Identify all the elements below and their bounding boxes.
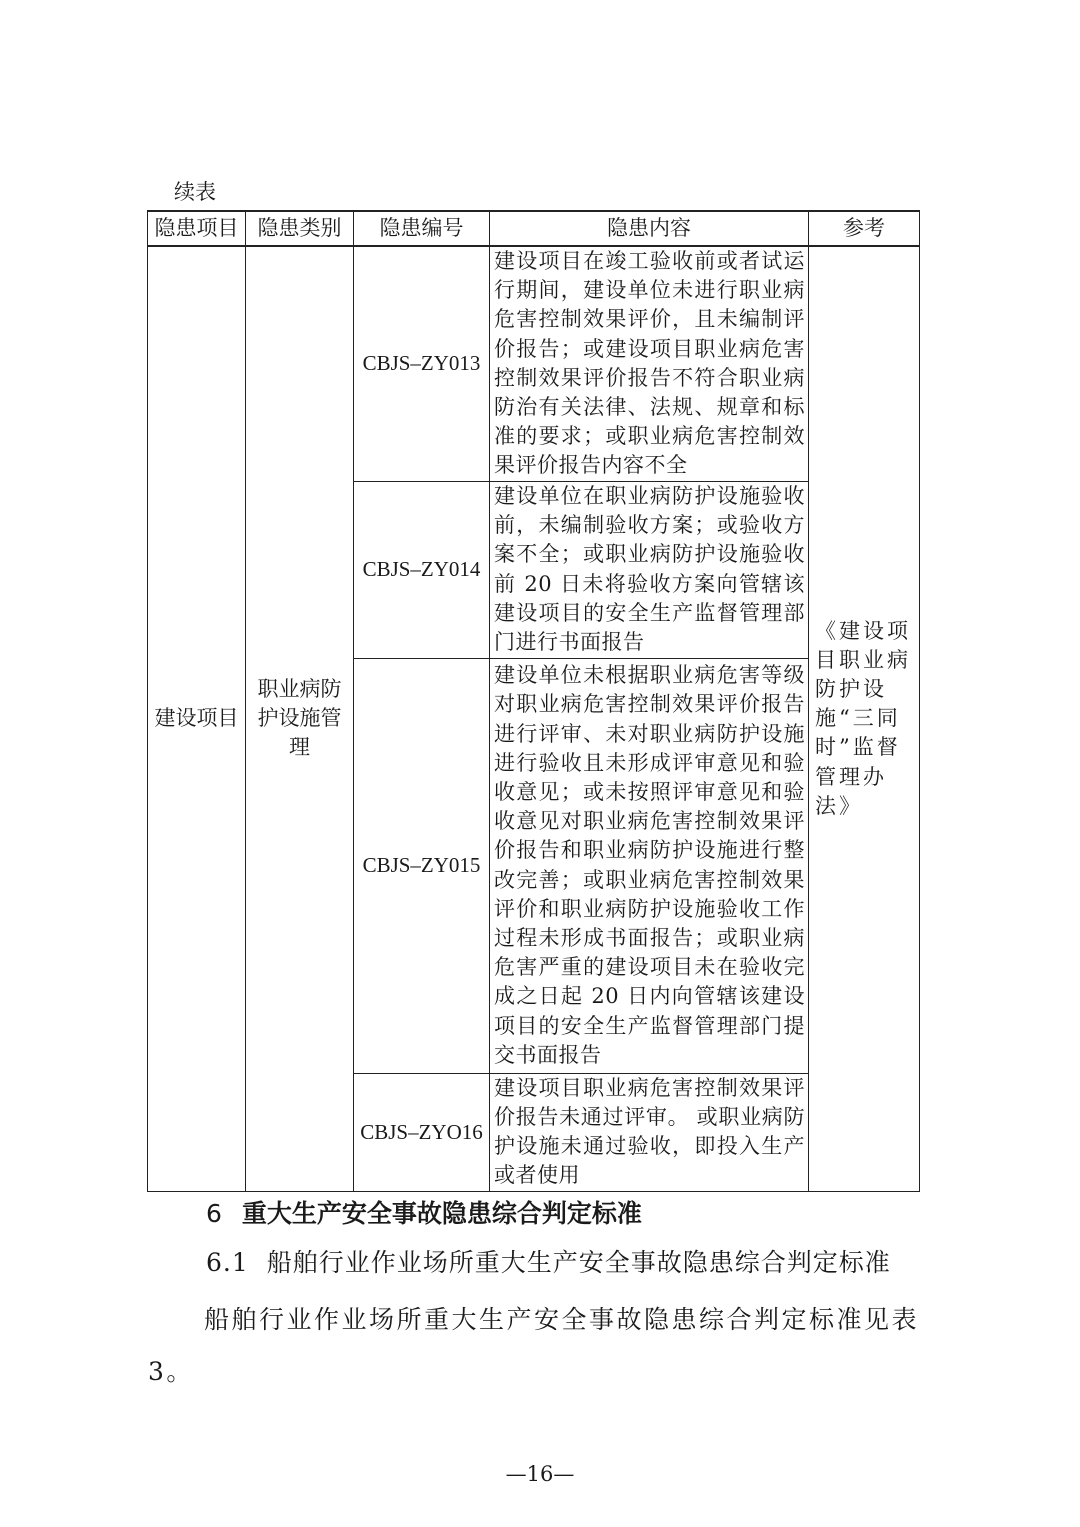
continued-table-label: 续表 — [174, 180, 216, 204]
hazard-content-cell: 建设单位未根据职业病危害等级对职业病危害控制效果评价报告进行评审、未对职业病防护设施进行验收且未形成评审意见和验收意见；或未按照评审意见和验收意见对职业病危害控制效果评价报告和职业病防护设施进行整改完善；或职业病危害控制效果评价和职业病防护设施验收工作过程未形成书面报告；或职业病危害严重的建设项目未在验收完成之日起 20 日内向管辖该建设项目的安全生产监督管理部门提交书面报告 — [490, 658, 809, 1073]
header-hazard-code: 隐患编号 — [354, 211, 490, 246]
page-number: —16— — [505, 1462, 575, 1486]
hazard-code-cell: CBJS–ZY015 — [354, 658, 490, 1073]
header-reference: 参考 — [809, 211, 920, 246]
section-6-title: 重大生产安全事故隐患综合判定标准 — [241, 1199, 642, 1228]
header-hazard-item: 隐患项目 — [148, 211, 246, 246]
hazard-code-cell: CBJS–ZYO16 — [354, 1073, 490, 1191]
reference-cell: 《建设项目职业病防护设施“三同时”监督管理办法》 — [809, 246, 920, 1191]
hazard-category-cell: 职业病防护设施管理 — [246, 246, 354, 1191]
header-hazard-category: 隐患类别 — [246, 211, 354, 246]
hazard-table — [147, 210, 920, 1192]
header-hazard-content: 隐患内容 — [490, 211, 809, 246]
hazard-code-cell: CBJS–ZY014 — [354, 481, 490, 658]
hazard-item-cell: 建设项目 — [148, 246, 246, 1191]
hazard-content-cell: 建设项目职业病危害控制效果评价报告未通过评审。 或职业病防护设施未通过验收，即投入生产或者使用 — [490, 1073, 809, 1191]
table-row — [148, 246, 920, 481]
section-6-1-heading — [206, 1245, 891, 1281]
hazard-content-cell: 建设单位在职业病防护设施验收前，未编制验收方案；或验收方案不全；或职业病防护设施验收前 20 日未将验收方案向管辖该建设项目的安全生产监督管理部门进行书面报告 — [490, 481, 809, 658]
table-header-row — [148, 211, 920, 246]
body-paragraph: 船舶行业作业场所重大生产安全事故隐患综合判定标准见表 3。 — [148, 1305, 920, 1386]
section-6-number: 6 — [206, 1199, 222, 1228]
section-6-1-number: 6.1 — [206, 1248, 249, 1277]
section-6-1-title: 船舶行业作业场所重大生产安全事故隐患综合判定标准 — [266, 1248, 891, 1277]
hazard-code-cell: CBJS–ZY013 — [354, 246, 490, 481]
hazard-content-cell: 建设项目在竣工验收前或者试运行期间，建设单位未进行职业病危害控制效果评价，且未编制评价报告；或建设项目职业病危害控制效果评价报告不符合职业病防治有关法律、法规、规章和标准的要求；或职业病危害控制效果评价报告内容不全 — [490, 246, 809, 481]
section-6-heading — [206, 1196, 642, 1232]
